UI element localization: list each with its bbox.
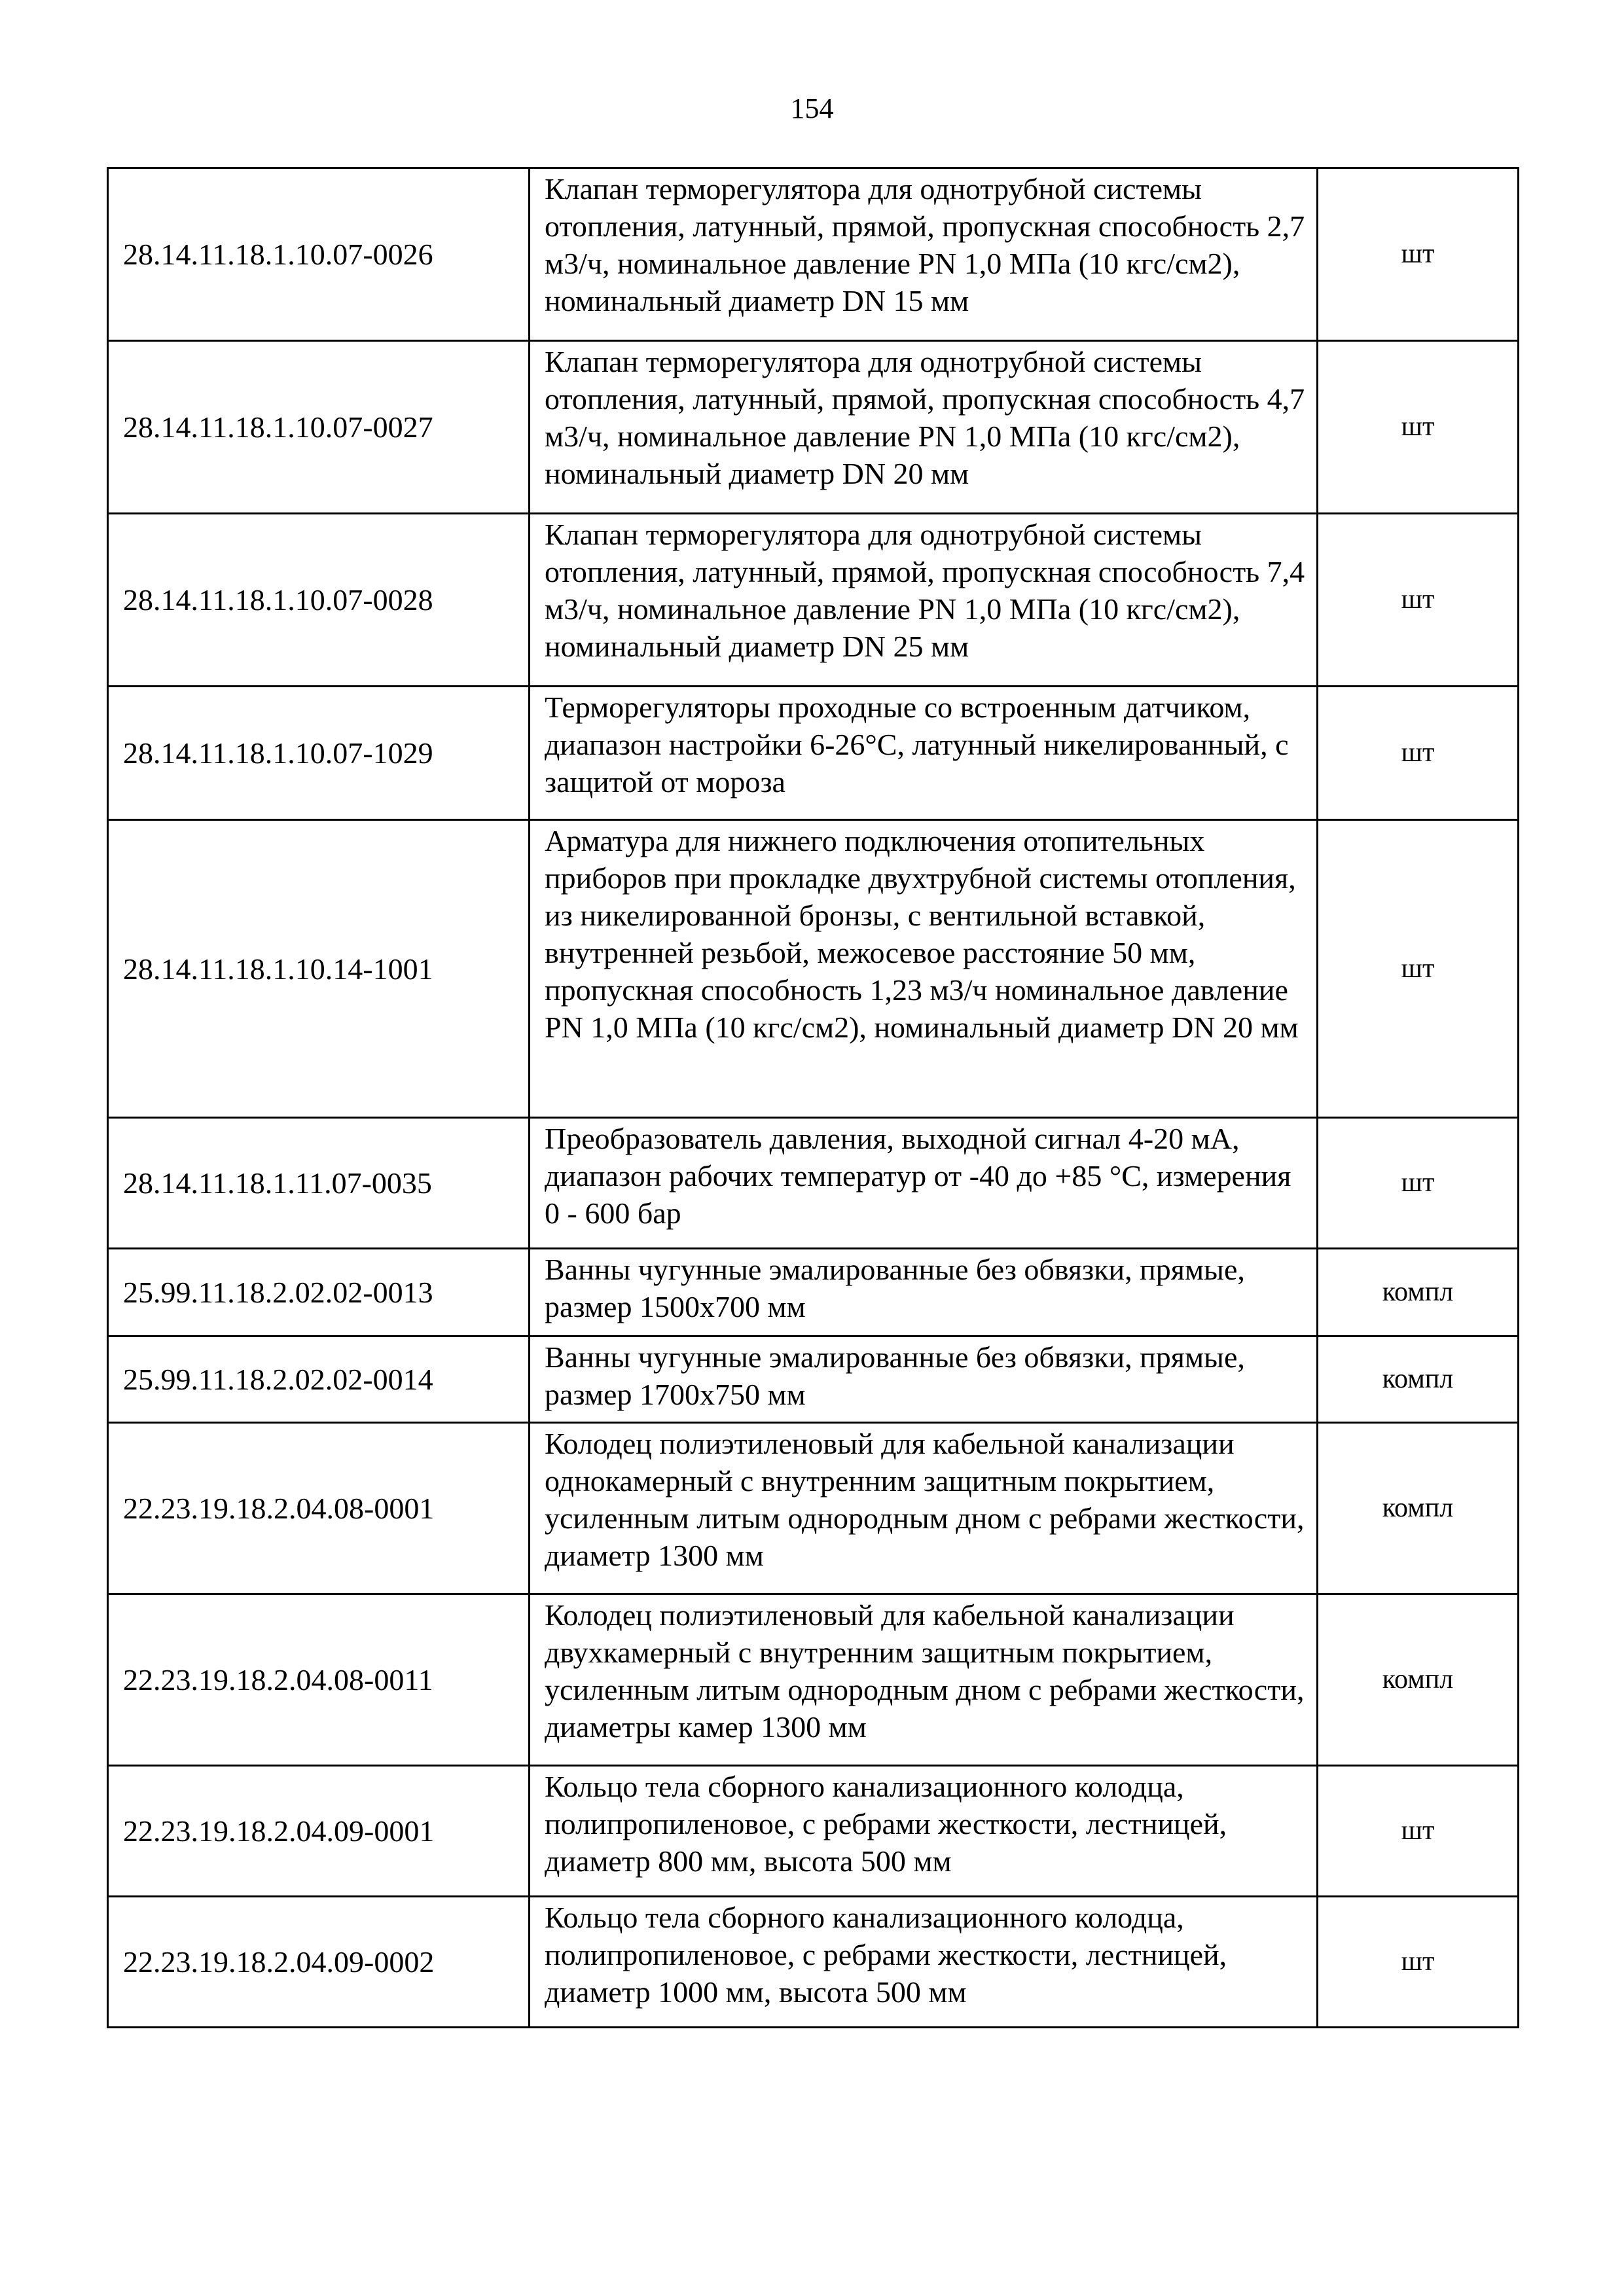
row-description-text: Кольцо тела сборного канализационного колодца, полипропиленовое, с ребрами жесткости, лестницей, диаметр 800 мм, высота 500 мм (545, 1770, 1227, 1878)
row-description (530, 1118, 1318, 1249)
row-description-text: Клапан терморегулятора для однотрубной системы отопления, латунный, прямой, пропускная способность 4,7 м3/ч, номинальное давление PN 1,0 МПа (10 кгс/см2), номинальный диаметр DN 20 мм (545, 345, 1305, 490)
row-description (530, 168, 1318, 341)
row-description (530, 514, 1318, 687)
row-unit: компл (1318, 1594, 1519, 1766)
row-code: 22.23.19.18.2.04.09-0002 (108, 1897, 530, 2028)
row-code: 25.99.11.18.2.02.02-0014 (108, 1336, 530, 1423)
row-unit: компл (1318, 1336, 1519, 1423)
row-code: 28.14.11.18.1.11.07-0035 (108, 1118, 530, 1249)
row-description (530, 1766, 1318, 1897)
page-number: 154 (790, 92, 834, 124)
row-code: 22.23.19.18.2.04.08-0011 (108, 1594, 530, 1766)
table-row (108, 1249, 1519, 1336)
row-unit: шт (1318, 687, 1519, 820)
row-description (530, 687, 1318, 820)
row-description (530, 820, 1318, 1118)
row-unit: шт (1318, 1118, 1519, 1249)
row-code: 25.99.11.18.2.02.02-0013 (108, 1249, 530, 1336)
row-unit: шт (1318, 341, 1519, 514)
row-description (530, 1594, 1318, 1766)
table-row (108, 1336, 1519, 1423)
table-row (108, 1423, 1519, 1594)
row-description-text: Преобразователь давления, выходной сигнал 4-20 мА, диапазон рабочих температур от -40 до +85 °С, измерения 0 - 600 бар (545, 1122, 1291, 1230)
row-description-text: Ванны чугунные эмалированные без обвязки, прямые, размер 1500х700 мм (545, 1253, 1245, 1323)
row-code: 22.23.19.18.2.04.09-0001 (108, 1766, 530, 1897)
row-code: 28.14.11.18.1.10.07-0028 (108, 514, 530, 687)
table-row (108, 687, 1519, 820)
row-description-text: Кольцо тела сборного канализационного колодца, полипропиленовое, с ребрами жесткости, лестницей, диаметр 1000 мм, высота 500 мм (545, 1901, 1227, 2009)
row-code: 28.14.11.18.1.10.07-1029 (108, 687, 530, 820)
row-description (530, 341, 1318, 514)
table-row (108, 341, 1519, 514)
row-unit: шт (1318, 820, 1519, 1118)
row-description-text: Ванны чугунные эмалированные без обвязки, прямые, размер 1700х750 мм (545, 1340, 1245, 1411)
row-description-text: Колодец полиэтиленовый для кабельной канализации однокамерный с внутренним защитным покрытием, усиленным литым однородным дном с ребрами жесткости, диаметр 1300 мм (545, 1427, 1305, 1572)
row-unit: шт (1318, 1897, 1519, 2028)
row-description (530, 1423, 1318, 1594)
row-code: 28.14.11.18.1.10.14-1001 (108, 820, 530, 1118)
row-description-text: Клапан терморегулятора для однотрубной системы отопления, латунный, прямой, пропускная способность 2,7 м3/ч, номинальное давление PN 1,0 МПа (10 кгс/см2), номинальный диаметр DN 15 мм (545, 172, 1305, 317)
table-row (108, 1118, 1519, 1249)
row-description (530, 1249, 1318, 1336)
row-unit: шт (1318, 1766, 1519, 1897)
table-row (108, 1897, 1519, 2028)
row-code: 28.14.11.18.1.10.07-0027 (108, 341, 530, 514)
table-row (108, 1766, 1519, 1897)
table-row (108, 1594, 1519, 1766)
row-code: 22.23.19.18.2.04.08-0001 (108, 1423, 530, 1594)
row-description-text: Терморегуляторы проходные со встроенным датчиком, диапазон настройки 6-26°С, латунный никелированный, с защитой от мороза (545, 691, 1289, 798)
table-row (108, 168, 1519, 341)
row-code: 28.14.11.18.1.10.07-0026 (108, 168, 530, 341)
row-description-text: Клапан терморегулятора для однотрубной системы отопления, латунный, прямой, пропускная способность 7,4 м3/ч, номинальное давление PN 1,0 МПа (10 кгс/см2), номинальный диаметр DN 25 мм (545, 518, 1305, 663)
row-unit: шт (1318, 168, 1519, 341)
row-description (530, 1336, 1318, 1423)
table-row (108, 820, 1519, 1118)
table-row (108, 514, 1519, 687)
resource-table (107, 167, 1519, 2028)
row-description (530, 1897, 1318, 2028)
row-unit: компл (1318, 1423, 1519, 1594)
row-unit: компл (1318, 1249, 1519, 1336)
row-description-text: Колодец полиэтиленовый для кабельной канализации двухкамерный с внутренним защитным покрытием, усиленным литым однородным дном с ребрами жесткости, диаметры камер 1300 мм (545, 1598, 1305, 1744)
row-unit: шт (1318, 514, 1519, 687)
row-description-text: Арматура для нижнего подключения отопительных приборов при прокладке двухтрубной системы отопления, из никелированной бронзы, с вентильной вставкой, внутренней резьбой, межосевое расстояние 50 мм, пропускная способность 1,23 м3/ч номинальное давление PN 1,0 МПа (10 кгс/см2), номинальный диаметр DN 20 мм (545, 824, 1299, 1044)
